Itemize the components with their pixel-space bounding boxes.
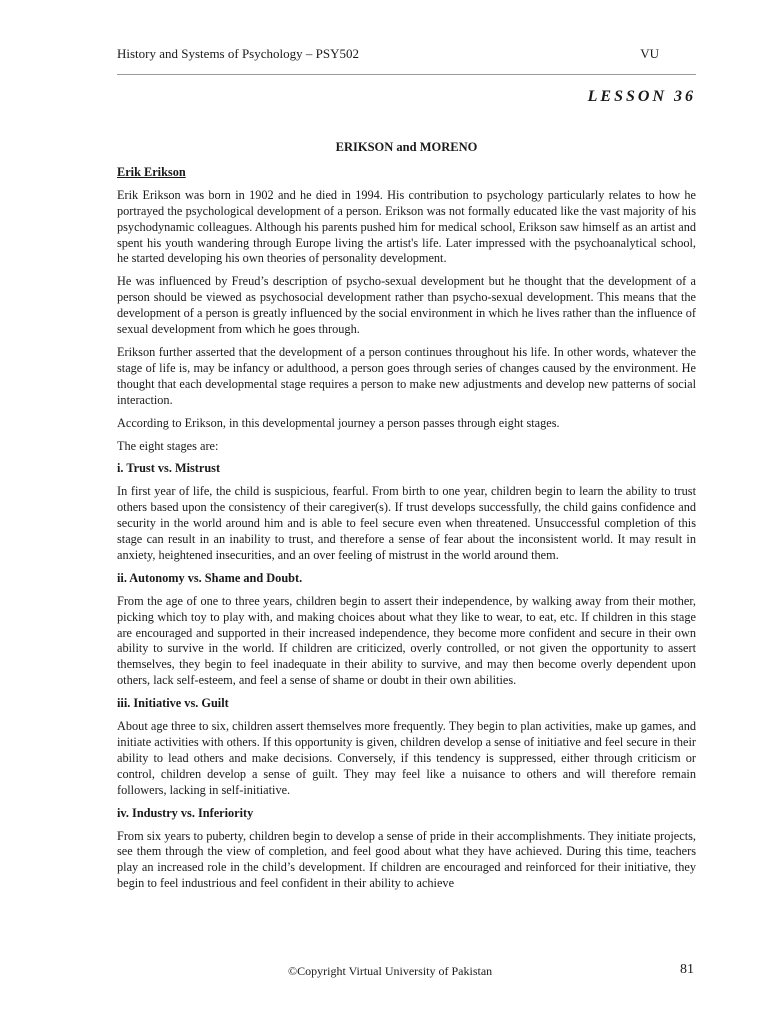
stage-heading: iii. Initiative vs. Guilt (117, 696, 229, 711)
stage-heading: ii. Autonomy vs. Shame and Doubt. (117, 570, 303, 585)
stage-text: From the age of one to three years, children begin to assert their independence, by walking away from their mother, picking which toy to play with, and making choices about what they like to wear, to eat, etc. If children in this stage are encouraged and supported in their increased independence, they become more confident and secure in their own ability to survive in the world. If children are criticized, overly controlled, or not given the opportunity to assert themselves, they begin to feel inadequate in their ability to survive, and may then become overly dependent upon others, lack self-esteem, and feel a sense of shame or doubt in their own abilities. (117, 593, 696, 688)
paragraph: Erik Erikson was born in 1902 and he died in 1994. His contribution to psychology particularly relates to how he portrayed the psychological development of a person. Erikson was not formally educated like the vast majority of his psychodynamic colleagues. Although his parents pushed him for medical school, Erikson saw himself as an artist and spent his youth wandering through Europe living the artist's life. Later impressed with the psychoanalytical school, he started developing his own theories of personality development. (117, 187, 696, 266)
footer-copyright: ©Copyright Virtual University of Pakistan (288, 964, 493, 978)
paragraph: He was influenced by Freud’s description of psycho-sexual development but he thought that the development of a person should be viewed as psychosocial development rather than psycho-sexual development. This means that the development of a person is greatly influenced by the social environment in which he lives rather than the influence of sexual development from which he goes through. (117, 274, 696, 337)
institution-label: VU (640, 46, 659, 61)
header-divider (117, 74, 696, 75)
stage-text: In first year of life, the child is suspicious, fearful. From birth to one year, children begin to learn the ability to trust others based upon the consistency of their caregiver(s). If trust develops successfully, the child gains confidence and security in the world around him and is able to feel secure even when threatened. Unsuccessful completion of this stage can result in an inability to trust, and therefore a sense of fear about the inconsistent world. It may result in anxiety, heightened insecurities, and an over feeling of mistrust in the world around them. (117, 484, 696, 562)
stage-heading: i. Trust vs. Mistrust (117, 461, 221, 476)
page-title: ERIKSON and MORENO (335, 140, 478, 154)
stage-text: About age three to six, children assert themselves more frequently. They begin to plan activities, make up games, and initiate activities with others. If this opportunity is given, children develop a sense of initiative and feel secure in their ability to lead others and make decisions. Conversely, if this tendency is suppressed, either through criticism or control, children develop a sense of guilt. They may feel like a nuisance to others and will therefore remain followers, lacking in self-initiative. (117, 719, 696, 797)
document-body (117, 140, 696, 899)
paragraph: According to Erikson, in this developmental journey a person passes through eight stages. (117, 415, 560, 430)
page-number: 81 (680, 962, 694, 977)
stage-text: From six years to puberty, children begin to develop a sense of pride in their accomplishments. They initiate projects, see them through the view of completion, and feel good about what they have achieved. During this time, teachers play an increased role in the child’s development. If children are encouraged and reinforced for their initiative, they begin to feel industrious and feel confident in their ability to achieve (117, 828, 696, 891)
paragraph: The eight stages are: (117, 438, 219, 453)
section-heading: Erik Erikson (117, 164, 186, 179)
paragraph: Erikson further asserted that the development of a person continues throughout his life. In other words, whatever the stage of life is, may be infancy or adulthood, a person goes through series of changes caused by the environment. He thought that each developmental stage requires a person to make new adjustments and develop new patterns of social interaction. (117, 344, 696, 407)
course-title: History and Systems of Psychology – PSY502 (117, 46, 359, 61)
stage-heading: iv. Industry vs. Inferiority (117, 805, 254, 820)
page-header (117, 46, 696, 62)
lesson-label: LESSON 36 (587, 88, 696, 105)
